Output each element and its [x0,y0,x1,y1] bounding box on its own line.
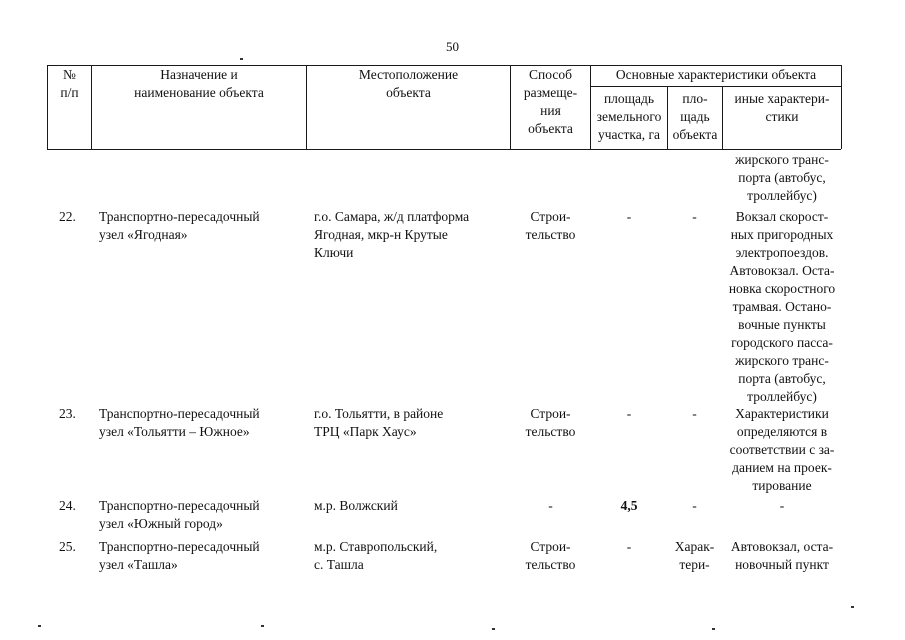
row-method: Строи- тельство [525,406,576,439]
row-location: г.о. Самара, ж/д платформа Ягодная, мкр-н Крутые Ключи [314,209,470,260]
row-name: Транспортно-пересадочный узел «Ташла» [99,539,260,572]
row-name: Транспортно-пересадочный узел «Тольятти – Южное» [99,406,260,439]
row-location: г.о. Тольятти, в районе ТРЦ «Парк Хаус» [314,406,444,439]
page-number: 50 [446,39,459,54]
scan-speck [261,625,264,627]
header-num: № п/п [60,67,79,100]
row-area-obj: - [692,209,697,224]
header-location: Местоположение объекта [358,67,459,100]
scan-speck [492,628,495,630]
col-border-7 [841,65,842,149]
row-num: 23. [59,406,76,421]
row-name: Транспортно-пересадочный узел «Южный город» [99,498,260,531]
continuation-text: жирского транс- порта (автобус, троллейбус) [735,152,829,203]
header-main-chars: Основные характеристики объекта [615,67,817,82]
header-other: иные характери- стики [734,91,830,124]
scan-speck [240,58,243,60]
scan-speck [851,606,854,608]
row-other: Автовокзал, оста- новочный пункт [730,539,834,572]
header-area-land: площадь земельного участка, га [596,91,662,142]
row-area-land: - [626,209,632,224]
header-area-obj: пло- щадь объекта [672,91,718,142]
row-area-obj: Харак- тери- [674,539,715,572]
header-method: Способ размеще- ния объекта [523,67,578,136]
row-other: - [779,498,785,513]
scan-speck [38,625,41,627]
header-bottom-border [47,149,841,150]
row-area-land: - [626,539,632,554]
row-location: м.р. Ставропольский, с. Ташла [314,539,438,572]
row-method: Строи- тельство [525,209,576,242]
row-name: Транспортно-пересадочный узел «Ягодная» [99,209,260,242]
subheader-border [590,86,841,87]
row-area-obj: - [692,406,697,421]
row-area-land: 4,5 [620,498,638,513]
row-other: Характеристики определяются в соответствии с за- данием на проек- тирование [729,406,835,493]
row-method: Строи- тельство [525,539,576,572]
row-area-obj: - [692,498,697,513]
row-num: 25. [59,539,76,554]
scan-speck [712,628,715,630]
row-area-land: - [626,406,632,421]
row-location: м.р. Волжский [314,498,398,513]
header-name: Назначение и наименование объекта [134,67,264,100]
row-other: Вокзал скорост- ных пригородных электропоездов. Автовокзал. Оста- новка скоростного трамвая. Остано- вочные пункты городского пасса- жирского транс- порта (автобус, троллейбус) [728,209,836,404]
row-num: 24. [59,498,76,513]
row-num: 22. [59,209,76,224]
row-method: - [548,498,553,513]
